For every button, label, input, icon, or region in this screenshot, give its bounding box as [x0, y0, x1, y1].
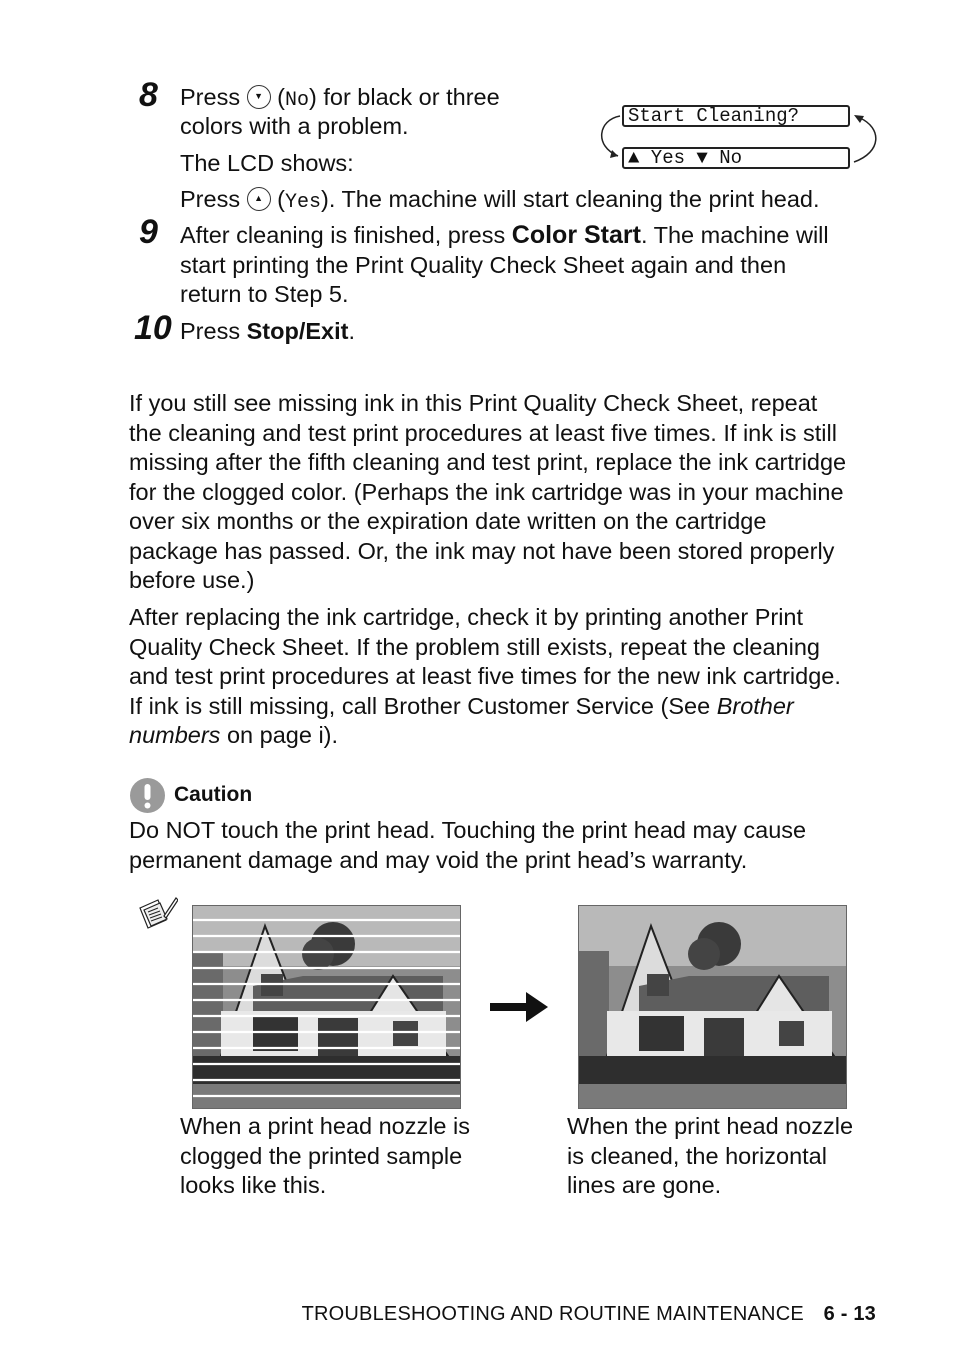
right-arrow-icon	[490, 990, 550, 1024]
lcd-line-2: ▲ Yes ▼ No	[622, 147, 850, 169]
exclamation-icon	[130, 778, 165, 813]
step-9-suffix: . The machine will	[640, 222, 829, 248]
step-9-line-1	[180, 221, 829, 251]
paragraph-line: over six months or the expiration date written on the cartridge	[129, 508, 767, 534]
footer-page-number: 6 - 13	[823, 1303, 876, 1325]
paragraph-line	[129, 692, 889, 722]
footer-section-title: TROUBLESHOOTING AND ROUTINE MAINTENANCE	[301, 1303, 804, 1325]
cleaned-sample-photo	[578, 905, 847, 1109]
lcd-line-1: Start Cleaning?	[622, 105, 850, 127]
caution-text	[129, 816, 889, 875]
paragraph-line: missing after the fifth cleaning and test print, replace the ink cartridge	[129, 449, 847, 475]
note-icon	[136, 894, 178, 936]
paragraph-line: If you still see missing ink in this Print Quality Check Sheet, repeat	[129, 390, 818, 416]
paragraph-line: After replacing the ink cartridge, check it by printing another Print	[129, 604, 804, 630]
step-8-line-1: Press ▼ (No) for black or three	[180, 84, 500, 112]
caption-line: When a print head nozzle is	[180, 1113, 470, 1139]
paragraph-line: before use.)	[129, 567, 255, 593]
step-10-suffix: .	[348, 318, 355, 344]
caution-line: Do NOT touch the print head. Touching the print head may cause	[129, 817, 807, 843]
step-10-prefix: Press	[180, 318, 241, 344]
caption-line: is cleaned, the horizontal	[567, 1142, 827, 1169]
lcd-shows-text: The LCD shows:	[180, 150, 354, 176]
clogged-caption	[180, 1112, 500, 1201]
brother-numbers-reference-1: Brother	[716, 692, 794, 719]
down-arrow-button-icon: ▼	[247, 85, 271, 109]
caption-line: lines are gone.	[567, 1172, 722, 1198]
step-9-prefix: After cleaning is finished, press	[180, 222, 506, 248]
caption-line: When the print head nozzle	[567, 1113, 854, 1139]
step-8-press-yes-line: Press ▲ (Yes). The machine will start cleaning the print head.	[180, 186, 820, 214]
press-yes-suffix: . The machine will start cleaning the print head.	[328, 186, 820, 212]
house-image-with-lines	[193, 906, 460, 1108]
step-number-9: 9	[139, 213, 158, 251]
paragraph-line-5-suffix: on page i).	[226, 722, 339, 748]
paragraph-line: Quality Check Sheet. If the problem still exists, repeat the cleaning	[129, 633, 820, 660]
caption-line: looks like this.	[180, 1172, 327, 1198]
cleaned-caption	[567, 1112, 887, 1201]
paragraph-line	[129, 721, 889, 751]
caution-line: permanent damage and may void the print head’s warranty.	[129, 846, 748, 873]
step-8-line-1-suffix: for black or three	[323, 84, 500, 110]
stop-exit-key-label: Stop/Exit	[246, 318, 349, 344]
step-9-line-2: start printing the Print Quality Check Sheet again and then	[180, 252, 787, 278]
house-image-clean	[579, 906, 846, 1108]
missing-ink-paragraph	[129, 389, 889, 596]
paragraph-line: for the clogged color. (Perhaps the ink cartridge was in your machine	[129, 478, 844, 505]
brother-numbers-reference-2: numbers	[129, 722, 221, 748]
caption-line: clogged the printed sample	[180, 1142, 463, 1169]
page-footer	[302, 1300, 876, 1330]
replace-cartridge-paragraph	[129, 603, 889, 751]
paragraph-line: the cleaning and test print procedures at least five times. If ink is still	[129, 419, 837, 446]
paragraph-line: package has passed. Or, the ink may not have been stored properly	[129, 537, 835, 564]
yes-key-label: Yes	[284, 191, 321, 214]
up-arrow-button-icon: ▲	[247, 187, 271, 211]
paragraph-line: and test print procedures at least five times for the new ink cartridge.	[129, 663, 841, 689]
step-8-line-2: colors with a problem.	[180, 113, 409, 139]
clogged-sample-photo	[192, 905, 461, 1109]
step-8-press-text: Press	[180, 84, 241, 110]
caution-icon	[130, 778, 165, 813]
color-start-key-label: Color Start	[511, 221, 641, 249]
step-number-8: 8	[139, 76, 158, 114]
step-9-line-3: return to Step 5.	[180, 281, 349, 307]
no-key-label: No	[284, 89, 309, 112]
lcd-scroll-arrows-icon	[592, 112, 882, 164]
step-10-line	[180, 317, 355, 347]
step-number-10: 10	[134, 309, 172, 347]
paragraph-line-4-prefix: If ink is still missing, call Brother Customer Service (See	[129, 692, 711, 719]
caution-title: Caution	[174, 783, 253, 806]
press-yes-prefix: Press	[180, 186, 241, 212]
